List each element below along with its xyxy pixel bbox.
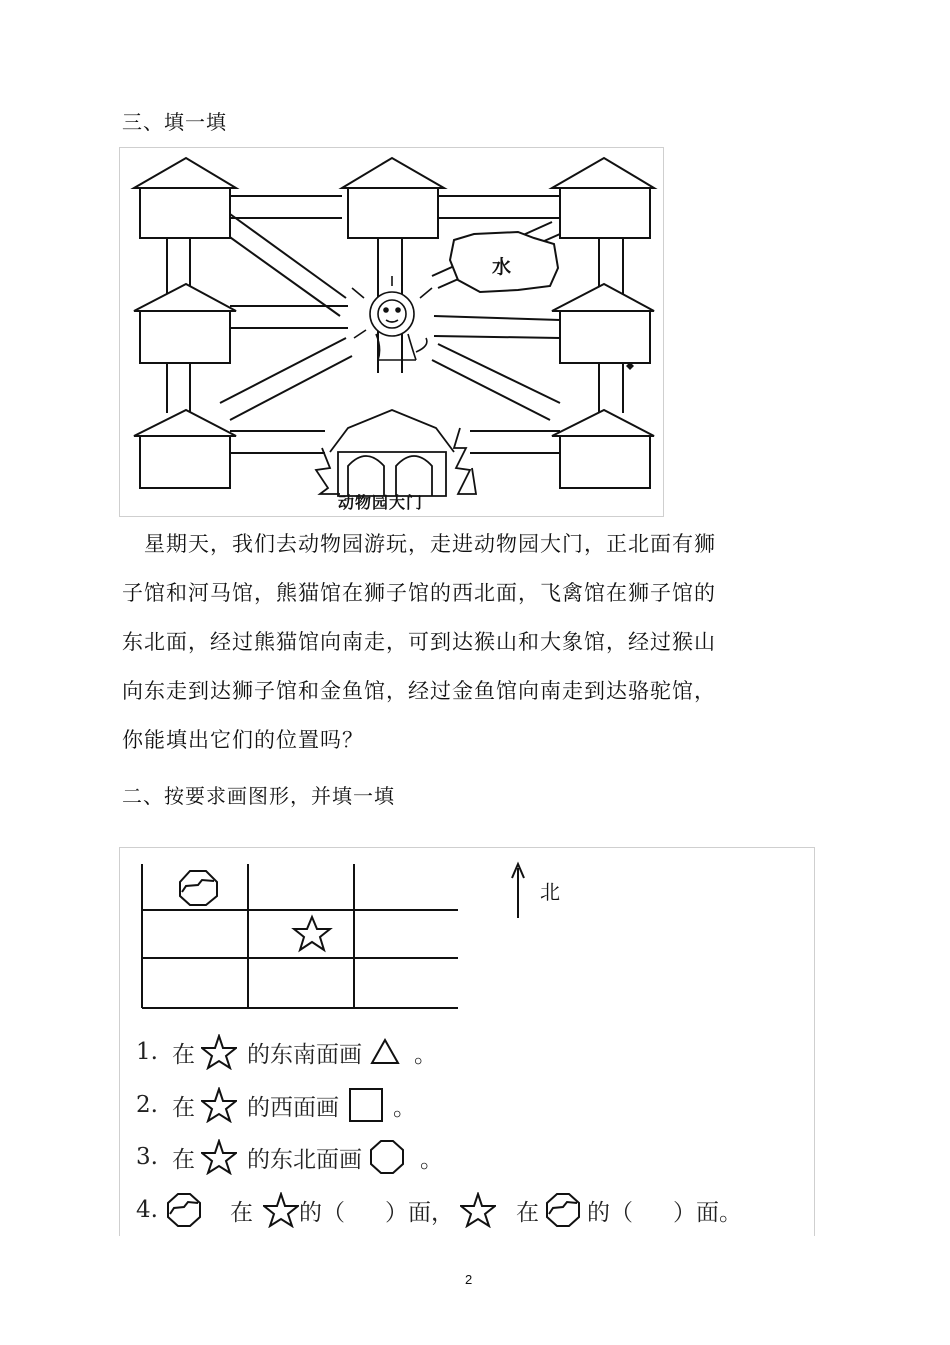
story-line: 东北面，经过熊猫馆向南走，可到达猴山和大象馆，经过猴山 (122, 630, 716, 654)
house-n (342, 158, 444, 238)
star-icon (201, 1034, 237, 1070)
question-text: 的东北面画 (246, 1146, 362, 1173)
grid-drawing (120, 848, 814, 1018)
section-2-heading: 二、按要求画图形，并填一填 (122, 784, 395, 808)
question-number: 4. (136, 1197, 158, 1223)
house-e (552, 284, 654, 363)
gate-label: 动物园大门 (338, 493, 424, 512)
triangle-icon (370, 1037, 400, 1067)
star-icon (460, 1192, 496, 1228)
question-number: 2. (136, 1092, 158, 1118)
star-icon (201, 1087, 237, 1123)
house-ne (552, 158, 654, 238)
house-se (552, 410, 654, 488)
star-icon (201, 1139, 237, 1175)
north-arrow-icon (512, 864, 524, 918)
circle-icon (368, 1138, 406, 1176)
question-4 (136, 1190, 742, 1230)
story-paragraph (122, 520, 762, 765)
house-w (134, 284, 236, 363)
water-label: 水 (492, 256, 512, 278)
story-line: 你能填出它们的位置吗？ (122, 728, 364, 752)
section-3-heading: 三、填一填 (122, 110, 227, 134)
question-text: 在 (229, 1199, 253, 1226)
star-icon (263, 1192, 299, 1228)
house-sw (134, 410, 236, 488)
question-2 (136, 1086, 416, 1124)
question-number: 3. (136, 1144, 158, 1170)
zoo-map-drawing (120, 148, 663, 516)
question-text: 在 (171, 1094, 195, 1121)
question-end: 。 (392, 1094, 416, 1121)
star-icon (294, 917, 330, 950)
question-text: 的（ (586, 1199, 633, 1226)
question-text: 的西面画 (246, 1094, 339, 1121)
page-number: 2 (465, 1272, 473, 1287)
circle-shape-icon (543, 1190, 583, 1230)
question-end: 。 (413, 1041, 437, 1068)
grid-exercise-figure (119, 847, 815, 1236)
question-end: 。 (419, 1146, 443, 1173)
question-text: ）面， (384, 1199, 454, 1226)
question-1 (136, 1034, 437, 1070)
square-icon (347, 1086, 385, 1124)
north-label: 北 (540, 880, 560, 904)
question-text: 在 (171, 1146, 195, 1173)
gate-icon (316, 410, 476, 496)
story-line: 星期天，我们去动物园游玩，走进动物园大门，正北面有狮 (144, 532, 716, 556)
house-nw (134, 158, 236, 238)
question-3 (136, 1138, 443, 1176)
question-text: 在 (171, 1041, 195, 1068)
story-line: 子馆和河马馆，熊猫馆在狮子馆的西北面，飞禽馆在狮子馆的 (122, 581, 716, 605)
question-text: 的东南面画 (246, 1041, 362, 1068)
story-line: 向东走到达狮子馆和金鱼馆，经过金鱼馆向南走到达骆驼馆， (122, 679, 716, 703)
zoo-map-figure (119, 147, 664, 517)
question-text: ）面。 (672, 1199, 742, 1226)
question-text: 在 (515, 1199, 539, 1226)
circle-shape-icon (164, 1190, 204, 1230)
question-text: 的（ (298, 1199, 345, 1226)
question-number: 1. (136, 1039, 158, 1065)
lion-icon (352, 276, 432, 360)
circle-shape-icon (180, 871, 217, 905)
